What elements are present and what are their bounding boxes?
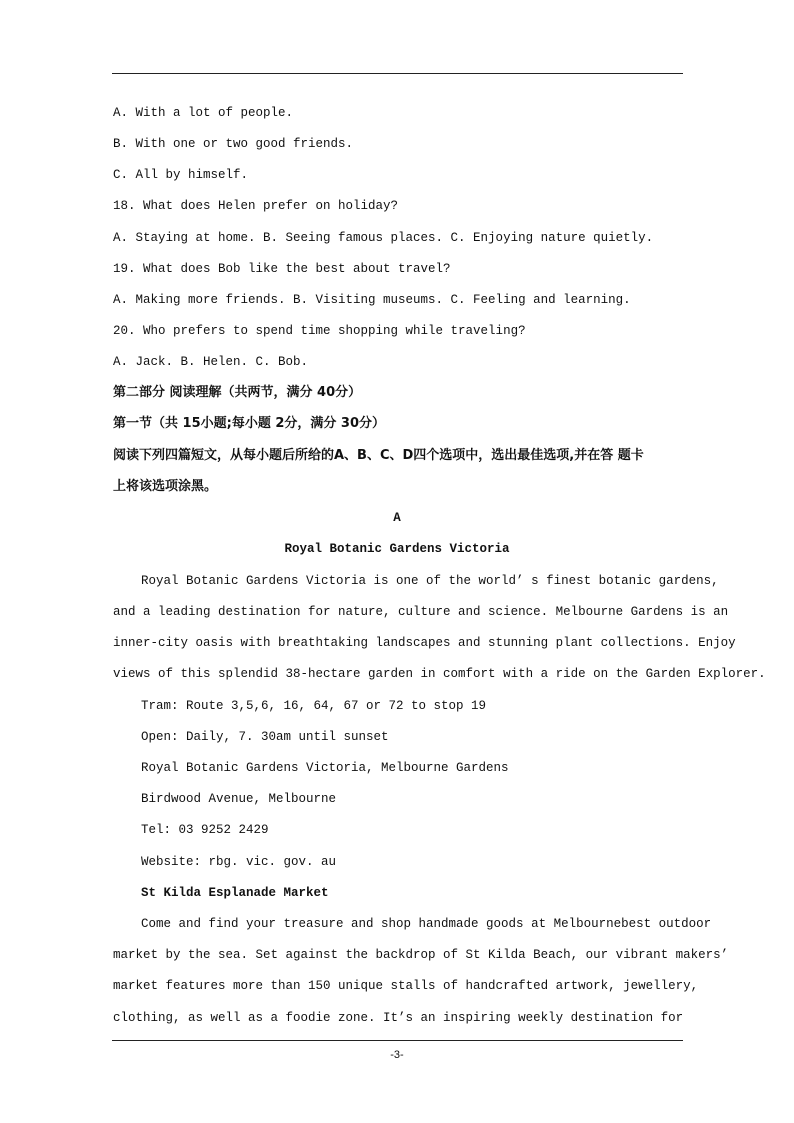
section-heading: 第二部分 阅读理解（共两节，满分 40分） (113, 385, 362, 400)
question-20: 20. Who prefers to spend time shopping while traveling? (113, 324, 526, 338)
options-20: A. Jack. B. Helen. C. Bob. (113, 355, 309, 369)
passage-title: Royal Botanic Gardens Victoria (284, 542, 510, 556)
options-18: A. Staying at home. B. Seeing famous places. C. Enjoying nature quietly. (113, 231, 654, 245)
question-18: 18. What does Helen prefer on holiday? (113, 199, 399, 213)
info-tram: Tram: Route 3,5,6, 16, 64, 67 or 72 to stop 19 (141, 699, 487, 713)
market-title: St Kilda Esplanade Market (141, 886, 329, 900)
info-venue: Royal Botanic Gardens Victoria, Melbourne Gardens (141, 761, 509, 775)
question-19: 19. What does Bob like the best about travel? (113, 262, 451, 276)
paragraph-line-3: inner-city oasis with breathtaking landscapes and stunning plant collections. Enjoy (113, 636, 736, 650)
option-17a: A. With a lot of people. (113, 106, 294, 120)
instructions-line-2: 上将该选项涂黑。 (113, 479, 218, 494)
info-website: Website: rbg. vic. gov. au (141, 855, 337, 869)
passage-letter: A (393, 511, 401, 525)
market-line-2: market by the sea. Set against the backdrop of St Kilda Beach, our vibrant makers’ (113, 948, 729, 962)
paragraph-line-4: views of this splendid 38-hectare garden in comfort with a ride on the Garden Explorer. (113, 667, 766, 681)
info-address: Birdwood Avenue, Melbourne (141, 792, 337, 806)
section-subheading: 第一节（共 15小题;每小题 2分，满分 30分） (113, 416, 386, 431)
options-19: A. Making more friends. B. Visiting museums. C. Feeling and learning. (113, 293, 631, 307)
info-open: Open: Daily, 7. 30am until sunset (141, 730, 389, 744)
option-17c: C. All by himself. (113, 168, 249, 182)
header-rule (112, 73, 683, 74)
option-17b: B. With one or two good friends. (113, 137, 354, 151)
paragraph-line-1: Royal Botanic Gardens Victoria is one of the world’ s finest botanic gardens, (141, 574, 719, 588)
market-line-1: Come and find your treasure and shop handmade goods at Melbournebest outdoor (141, 917, 712, 931)
paragraph-line-2: and a leading destination for nature, culture and science. Melbourne Gardens is an (113, 605, 729, 619)
info-tel: Tel: 03 9252 2429 (141, 823, 269, 837)
footer-rule (112, 1040, 683, 1041)
instructions-line-1: 阅读下列四篇短文，从每小题后所给的A、B、C、D四个选项中，选出最佳选项,并在答 题卡 (113, 448, 644, 463)
market-line-3: market features more than 150 unique stalls of handcrafted artwork, jewellery, (113, 979, 699, 993)
page-number: -3- (390, 1049, 404, 1061)
market-line-4: clothing, as well as a foodie zone. It’s an inspiring weekly destination for (113, 1011, 684, 1025)
